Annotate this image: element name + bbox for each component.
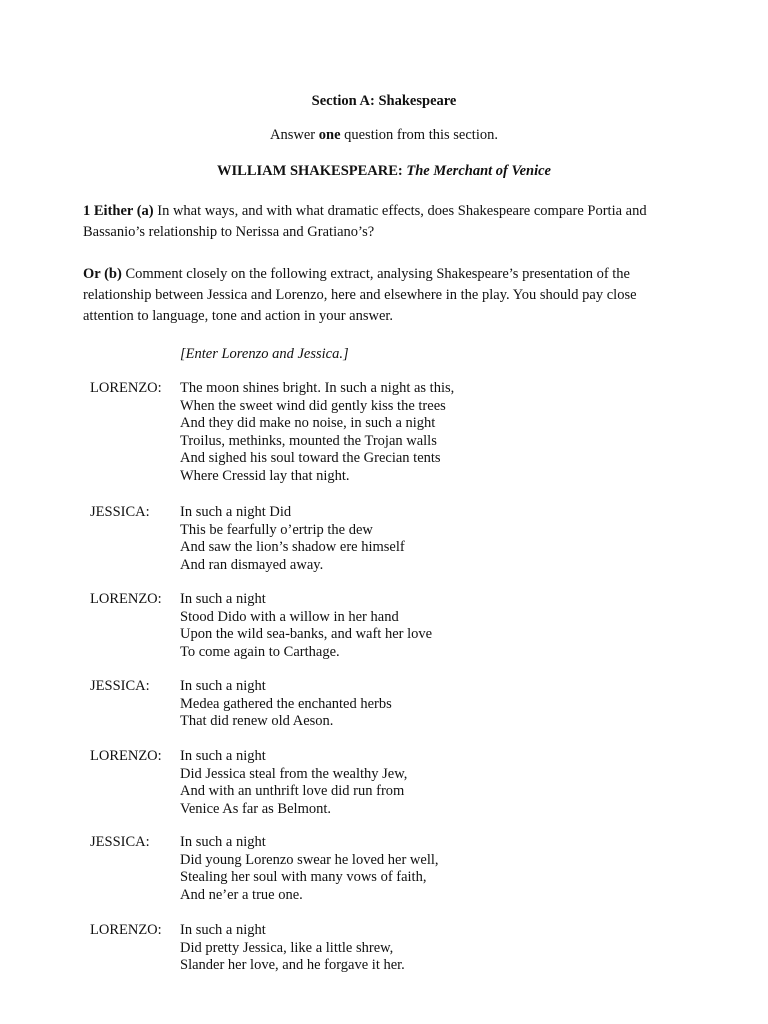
verse-line: This be fearfully o’ertrip the dew	[180, 521, 373, 538]
question-b	[83, 264, 683, 327]
verse-line: In such a night Did	[180, 504, 292, 520]
verse-line: That did renew old Aeson.	[180, 713, 334, 730]
verse-line: Did young Lorenzo swear he loved her well,	[180, 851, 439, 868]
play-name: The Merchant of Venice	[406, 163, 551, 179]
instruction	[0, 127, 768, 144]
section-title: Section A: Shakespeare	[311, 93, 457, 109]
verse-line: And with an unthrift love did run from	[180, 783, 405, 800]
speech-lines	[180, 834, 680, 904]
speech-lines	[180, 591, 680, 661]
speech-lines	[180, 922, 680, 975]
speaker-name: JESSICA:	[90, 504, 150, 520]
instruction-after: question from this section.	[340, 127, 498, 143]
verse-line: Venice As far as Belmont.	[180, 800, 332, 817]
verse-line: And they did make no noise, in such a night	[180, 415, 436, 432]
question-a	[83, 201, 683, 243]
speaker-name: JESSICA:	[90, 834, 150, 850]
speaker-name: LORENZO:	[90, 748, 162, 764]
verse-line: In such a night	[180, 834, 266, 850]
question-b-text: Comment closely on the following extract, analysing Shakespeare’s presentation of the relationship between Jessica and Lorenzo, here and elsewhere in the play. You should pay close attention to language, tone and action in your answer.	[83, 266, 637, 324]
verse-line: Slander her love, and he forgave it her.	[180, 957, 405, 974]
speaker-name: LORENZO:	[90, 922, 162, 938]
verse-line: In such a night	[180, 748, 266, 764]
verse-line: And sighed his soul toward the Grecian tents	[180, 450, 441, 467]
play-author: WILLIAM SHAKESPEARE:	[217, 163, 403, 179]
verse-line: When the sweet wind did gently kiss the trees	[180, 397, 446, 414]
stage-direction: [Enter Lorenzo and Jessica.]	[180, 346, 349, 362]
verse-line: And ne’er a true one.	[180, 886, 303, 903]
question-a-text: In what ways, and with what dramatic effects, does Shakespeare compare Portia and Bassanio’s relationship to Nerissa and Gratiano’s?	[83, 203, 647, 240]
verse-line: Upon the wild sea-banks, and waft her love	[180, 626, 433, 643]
verse-line: Did pretty Jessica, like a little shrew,	[180, 939, 394, 956]
instruction-before: Answer	[270, 127, 319, 143]
verse-line: Troilus, methinks, mounted the Trojan walls	[180, 432, 437, 449]
verse-line: Did Jessica steal from the wealthy Jew,	[180, 765, 408, 782]
verse-line: Stealing her soul with many vows of faith,	[180, 869, 427, 886]
speech-lines	[180, 678, 680, 731]
speech-lines	[180, 504, 680, 574]
verse-line: And saw the lion’s shadow ere himself	[180, 539, 405, 556]
verse-line: Medea gathered the enchanted herbs	[180, 695, 392, 712]
speech-lines	[180, 748, 680, 818]
verse-line: Where Cressid lay that night.	[180, 467, 350, 484]
verse-line: The moon shines bright. In such a night as this,	[180, 380, 455, 396]
speaker-name: LORENZO:	[90, 380, 162, 396]
question-a-label: 1 Either (a)	[83, 203, 154, 219]
instruction-bold: one	[318, 127, 341, 143]
speaker-name: LORENZO:	[90, 591, 162, 607]
verse-line: In such a night	[180, 922, 266, 938]
verse-line: In such a night	[180, 678, 266, 694]
verse-line: In such a night	[180, 591, 266, 607]
speech-lines	[180, 380, 680, 486]
play-title	[0, 163, 768, 180]
speaker-name: JESSICA:	[90, 678, 150, 694]
verse-line: And ran dismayed away.	[180, 556, 324, 573]
verse-line: Stood Dido with a willow in her hand	[180, 608, 399, 625]
question-b-label: Or (b)	[83, 266, 122, 282]
verse-line: To come again to Carthage.	[180, 643, 340, 660]
